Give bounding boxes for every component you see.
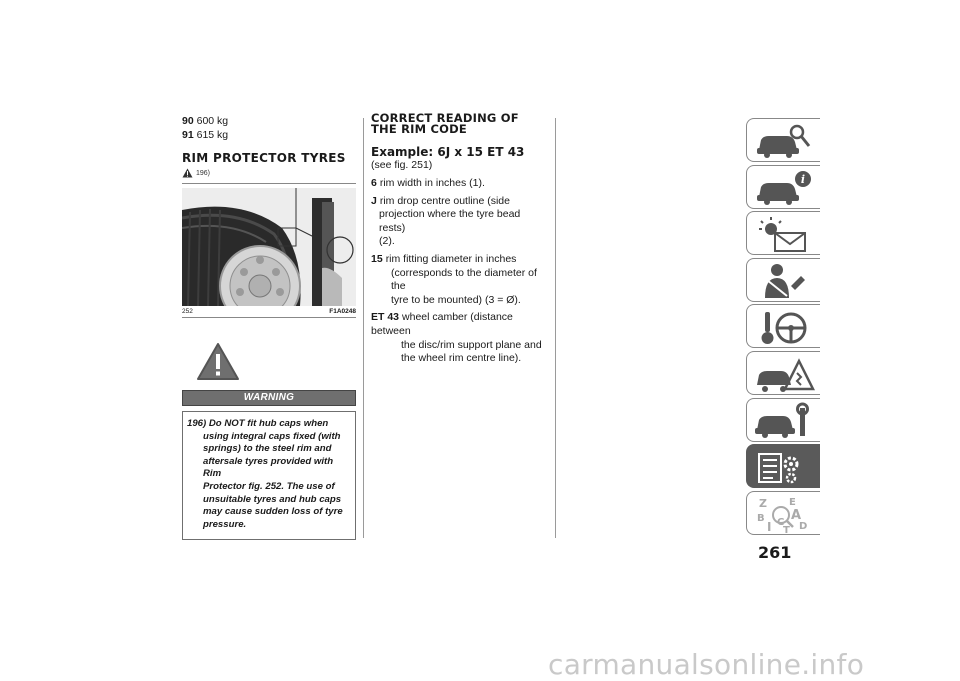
car-breakdown-triangle-icon [753, 355, 815, 393]
tab-safety[interactable] [746, 258, 820, 302]
weight-line: 90 600 kg [182, 115, 229, 127]
car-info-icon [753, 169, 815, 207]
warning-text-line: aftersale tyres provided with Rim [203, 455, 334, 480]
warning-triangle-icon [196, 342, 240, 381]
alphabet-index-icon [753, 495, 815, 533]
svg-text:T: T [783, 524, 790, 533]
warning-text-line: pressure. [203, 518, 247, 530]
tab-technical-specifications[interactable] [746, 444, 820, 488]
svg-text:C: C [777, 516, 785, 528]
svg-text:D: D [799, 520, 808, 532]
section-warning-ref: 196) [182, 168, 356, 178]
chapter-tabs [746, 118, 821, 537]
column-divider-left [363, 118, 364, 538]
example-heading: Example: 6J x 15 ET 43 [371, 145, 525, 159]
middle-column [371, 113, 549, 370]
tab-emergency[interactable] [746, 351, 820, 395]
divider [182, 317, 356, 318]
column-divider-right [555, 118, 556, 538]
tab-starting-driving[interactable] [746, 304, 820, 348]
car-wrench-icon [753, 402, 815, 440]
svg-text:I: I [767, 519, 772, 533]
warning-text-line: Do NOT fit hub caps when [208, 418, 329, 429]
left-column [182, 114, 356, 540]
tab-warning-lights[interactable] [746, 211, 820, 255]
rim-code-list [371, 177, 549, 366]
tab-instrument-panel[interactable] [746, 165, 820, 209]
list-item: J rim drop centre outline (side projection where the tyre bead rests) (2). [371, 194, 521, 248]
list-item: ET 43 wheel camber (distance between the disc/rim support plane and the wheel rim centre line). [371, 311, 542, 365]
warning-lights-envelope-icon [753, 215, 815, 253]
figure-reference: (see fig. 251) [371, 159, 433, 171]
warning-text-line: springs) to the steel rim and [203, 443, 332, 455]
list-item: 15 rim fitting diameter in inches (corresponds to the diameter of the tyre to be mounted) (3 = Ø). [371, 252, 537, 306]
svg-text:A: A [791, 507, 802, 523]
passenger-safety-icon [753, 262, 815, 300]
warning-text-line: may cause sudden loss of tyre [203, 506, 343, 518]
section-title: CORRECT READING OF THE RIM CODE [371, 111, 519, 136]
tab-knowing-your-car[interactable] [746, 118, 820, 162]
divider [182, 183, 356, 184]
warning-text-line: using integral caps fixed (with [203, 430, 341, 442]
warning-box [182, 411, 356, 540]
warning-number: 196) [187, 418, 207, 429]
tab-servicing[interactable] [746, 398, 820, 442]
rim-protector-figure [182, 188, 356, 306]
svg-text:Z: Z [759, 496, 767, 510]
warning-text-line: unsuitable tyres and hub caps [203, 493, 342, 505]
warning-label: WARNING [182, 390, 356, 406]
steering-wheel-key-icon [753, 308, 815, 346]
warning-text-line: Protector fig. 252. The use of [203, 480, 335, 492]
svg-text:i: i [800, 172, 806, 186]
watermark: carmanualsonline.info [548, 648, 865, 681]
svg-text:B: B [757, 512, 765, 524]
page-number: 261 [758, 543, 792, 562]
section-title: RIM PROTECTOR TYRES [182, 151, 346, 165]
car-search-icon [753, 122, 815, 160]
tab-index[interactable] [746, 491, 820, 535]
warning-triangle-icon [182, 168, 193, 178]
technical-data-gear-icon [753, 448, 815, 486]
list-item: 6 rim width in inches (1). [371, 177, 485, 189]
weight-line: 91 615 kg [182, 129, 229, 141]
figure-caption: 252 F1A0248 [182, 308, 356, 315]
svg-text:E: E [789, 496, 796, 508]
